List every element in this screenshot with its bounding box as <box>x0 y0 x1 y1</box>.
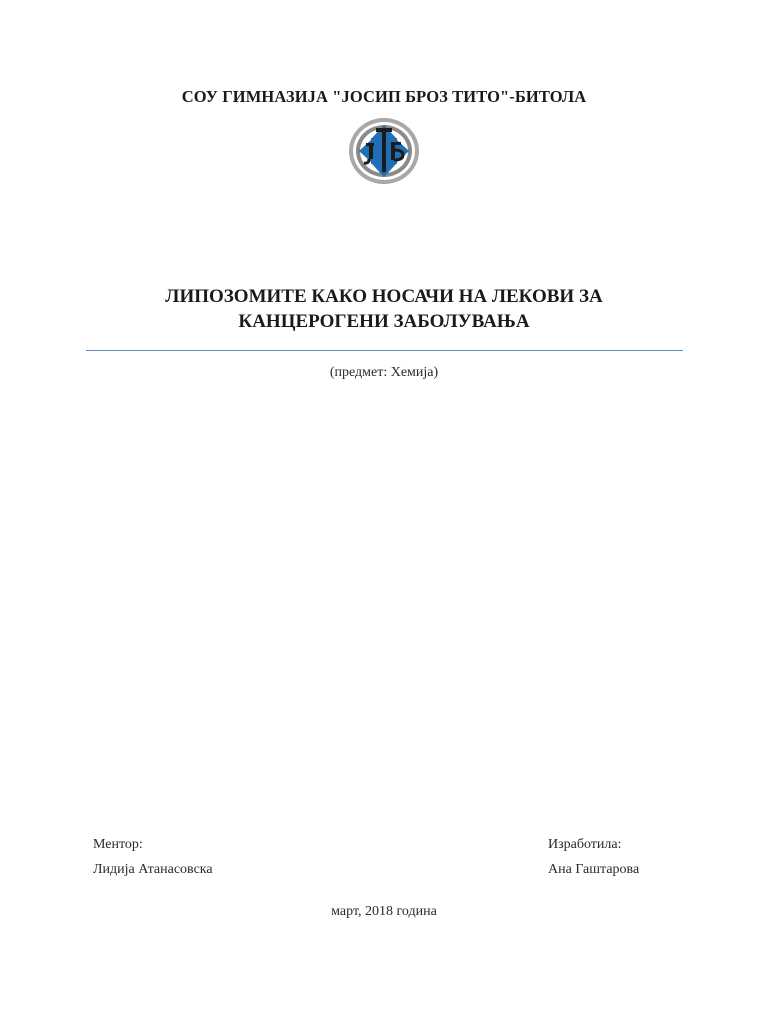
school-name: СОУ ГИМНАЗИЈА "ЈОСИП БРОЗ ТИТО"-БИТОЛА <box>181 87 587 106</box>
title-line-1: ЛИПОЗОМИТЕ КАКО НОСАЧИ НА ЛЕКОВИ ЗА <box>165 286 603 307</box>
author-label: Изработила: <box>548 837 622 852</box>
mentor-label: Ментор: <box>93 837 143 852</box>
author-block <box>548 832 639 882</box>
document-date: март, 2018 година <box>331 904 437 919</box>
author-name: Ана Гаштарова <box>548 862 640 877</box>
title-divider <box>86 350 683 351</box>
title-line-2: КАНЦЕРОГЕНИ ЗАБОЛУВАЊА <box>238 311 530 332</box>
subject-label: (предмет: Хемија) <box>329 365 439 380</box>
school-emblem-icon <box>347 116 421 186</box>
mentor-name: Лидија Атанасовска <box>93 862 213 877</box>
mentor-block <box>93 832 213 882</box>
document-title <box>80 284 688 334</box>
